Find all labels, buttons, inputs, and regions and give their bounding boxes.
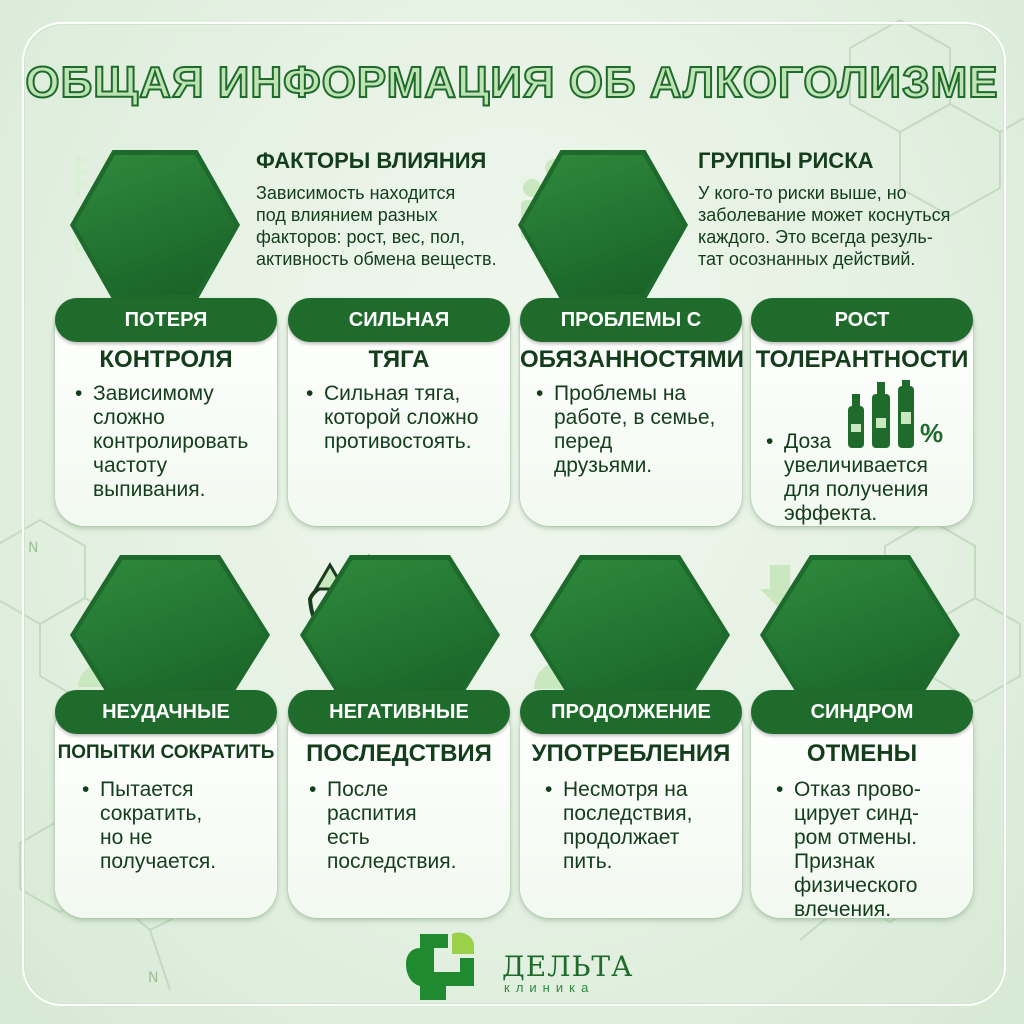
card-withdrawal-title: ОТМЕНЫ [806,740,918,767]
card-negative-consequences-text: • После распития есть последствия. [309,778,457,873]
card-tolerance-title: ТОЛЕРАНТНОСТИ [755,346,969,373]
card-failed-attempts-text: • Пытается сократить, но не получается. [82,778,217,873]
card-withdrawal-pill: СИНДРОМ [751,690,973,734]
logo-subtitle: клиника [504,980,595,995]
card-duty-problems-text: • Проблемы на работе, в семье, перед друзьями. [536,382,716,477]
factors-text: Зависимость находится под влиянием разных факторов: рост, вес, пол, активность обмена веществ. [256,183,497,269]
card-duty-problems-pill: ПРОБЛЕМЫ С [520,298,742,342]
logo-name: ДЕЛЬТА [502,950,634,983]
factors-heading: ФАКТОРЫ ВЛИЯНИЯ [256,148,487,173]
svg-text:N: N [28,540,39,556]
percent-sign: % [920,418,944,448]
card-negative-consequences-title: ПОСЛЕДСТВИЯ [306,740,492,767]
card-loss-of-control-title: КОНТРОЛЯ [99,346,233,373]
card-continued-use-pill: ПРОДОЛЖЕНИЕ [520,690,742,734]
card-tolerance-text: • Доза увеличивается для получения эффекта. [766,430,929,525]
heart-cross-logo-icon [400,928,490,1008]
card-duty-problems-title: ОБЯЗАННОСТЯМИ [520,346,744,373]
card-strong-craving-pill: СИЛЬНАЯ [288,298,510,342]
card-loss-of-control-pill: ПОТЕРЯ [55,298,277,342]
card-withdrawal-text: • Отказ прово- цирует синд- ром отмены. Признак физического влечения. [776,778,921,921]
card-loss-of-control-text: • Зависимому сложно контролировать частоту выпивания. [75,382,249,501]
card-failed-attempts-title: ПОПЫТКИ СОКРАТИТЬ [57,742,275,763]
card-strong-craving-title: ТЯГА [368,346,430,373]
card-negative-consequences-pill: НЕГАТИВНЫЕ [288,690,510,734]
risk-groups-hexagon [518,150,688,300]
risk-groups-text: У кого-то риски выше, но заболевание может коснуться каждого. Это всегда резуль- тат осознанных действий. [698,183,951,269]
card-strong-craving-text: • Сильная тяга, которой сложно противостоять. [306,382,479,453]
factors-hexagon [70,150,240,300]
svg-text:N: N [148,970,159,986]
card-failed-attempts-pill: НЕУДАЧНЫЕ [55,690,277,734]
page-title: ОБЩАЯ ИНФОРМАЦИЯ ОБ АЛКОГОЛИЗМЕ [25,58,999,107]
card-tolerance-pill: РОСТ [751,298,973,342]
risk-groups-heading: ГРУППЫ РИСКА [698,148,874,173]
card-continued-use-title: УПОТРЕБЛЕНИЯ [531,740,731,767]
card-continued-use-text: • Несмотря на последствия, продолжает пить. [545,778,693,873]
